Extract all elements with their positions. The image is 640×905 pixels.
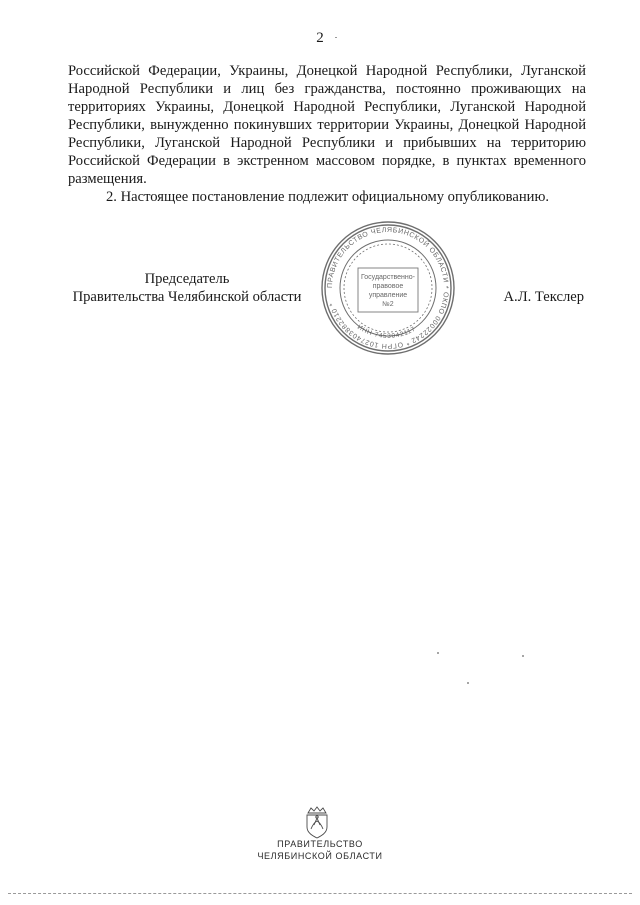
seal-center-line-3: управление [368, 292, 408, 299]
footer-organization [0, 838, 640, 862]
signatory-title-line-2: Правительства Челябинской области [72, 289, 302, 305]
seal-inn-text: ИНН 7453042117 [355, 323, 418, 341]
official-seal-icon [318, 218, 458, 358]
bottom-divider [8, 893, 632, 894]
seal-center-line-4: №2 [382, 301, 394, 308]
document-body [68, 62, 586, 206]
scan-speck [467, 682, 469, 684]
paragraph-publication-clause: 2. Настоящее постановление подлежит официальному опубликованию. [106, 189, 550, 205]
signatory-title-line-1: Председатель [144, 271, 230, 287]
scan-speck [437, 652, 439, 654]
seal-outer-text: ПРАВИТЕЛЬСТВО ЧЕЛЯБИНСКОЙ ОБЛАСТИ * ОКПО 00022242 * ОГРН 1027403882210 * [326, 226, 450, 350]
scan-speck [522, 655, 524, 657]
coat-of-arms-icon [302, 805, 332, 839]
footer-line-2: ЧЕЛЯБИНСКОЙ ОБЛАСТИ [257, 851, 383, 861]
footer-line-1: ПРАВИТЕЛЬСТВО [277, 839, 363, 849]
scan-speck [335, 37, 337, 38]
page-number: 2 [316, 30, 324, 46]
paragraph-continuation: Российской Федерации, Украины, Донецкой Народной Республики, Луганской Народной Республики и лиц без гражданства, постоянно проживающих на территориях Украины, Донецкой Народной Республики, Луганской Народной Республики, вынужденно покинувших территории Украины, Донецкой Народной Республики, Луганской Народной Республики и прибывших на территорию Российской Федерации в экстренном массовом порядке, в пунктах временного размещения. [68, 63, 586, 187]
signatory-name: А.Л. Текслер [503, 289, 584, 305]
seal-center-line-2: правовое [372, 283, 404, 290]
signatory-title [68, 270, 306, 306]
seal-center-line-1: Государственно- [360, 274, 416, 281]
